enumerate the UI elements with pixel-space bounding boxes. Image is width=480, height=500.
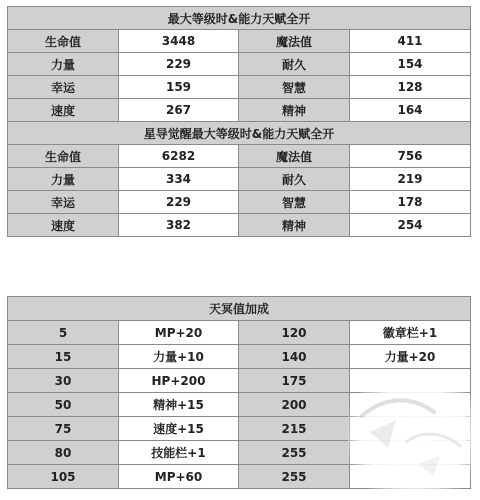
section-title-max-level: 最大等级时&能力天赋全开 (8, 7, 471, 30)
threshold-value: 120 (239, 321, 350, 345)
table-row (8, 393, 471, 417)
threshold-value: 200 (239, 393, 350, 417)
bonus-value: 技能栏+1 (119, 441, 239, 465)
stats-table-awakening (7, 6, 471, 237)
stat-value: 3448 (119, 30, 239, 53)
table-row (8, 465, 471, 489)
stat-label: 生命值 (8, 145, 119, 168)
bonus-value: 精神+15 (119, 393, 239, 417)
threshold-value: 175 (239, 369, 350, 393)
table-row (8, 214, 471, 237)
stats-table-tianming-bonus (7, 296, 471, 489)
stat-value: 382 (119, 214, 239, 237)
table-row (8, 76, 471, 99)
stat-value: 154 (350, 53, 471, 76)
table-row (8, 191, 471, 214)
threshold-value: 255 (239, 465, 350, 489)
threshold-value: 5 (8, 321, 119, 345)
stat-label: 魔法值 (239, 145, 350, 168)
stat-value: 411 (350, 30, 471, 53)
stat-value: 219 (350, 168, 471, 191)
stat-label: 速度 (8, 214, 119, 237)
stat-value: 756 (350, 145, 471, 168)
bonus-value: 徽章栏+1 (350, 321, 471, 345)
threshold-value: 80 (8, 441, 119, 465)
bonus-value: 力量+20 (350, 345, 471, 369)
bonus-value: 力量+10 (119, 345, 239, 369)
threshold-value: 255 (239, 441, 350, 465)
stat-value: 334 (119, 168, 239, 191)
threshold-value: 140 (239, 345, 350, 369)
table-row (8, 417, 471, 441)
bonus-value (350, 369, 471, 393)
stat-value: 178 (350, 191, 471, 214)
section-header-row (8, 7, 471, 30)
bonus-value (350, 393, 471, 417)
threshold-value: 75 (8, 417, 119, 441)
threshold-value: 215 (239, 417, 350, 441)
bonus-value (350, 417, 471, 441)
table-row (8, 369, 471, 393)
stat-value: 254 (350, 214, 471, 237)
stat-value: 229 (119, 53, 239, 76)
stat-value: 159 (119, 76, 239, 99)
table-row (8, 345, 471, 369)
stat-label: 力量 (8, 168, 119, 191)
section-title-tianming: 天冥值加成 (8, 297, 471, 321)
stat-label: 精神 (239, 214, 350, 237)
table-row (8, 99, 471, 122)
bonus-value: MP+20 (119, 321, 239, 345)
threshold-value: 50 (8, 393, 119, 417)
threshold-value: 105 (8, 465, 119, 489)
section-header-row (8, 122, 471, 145)
stat-label: 智慧 (239, 76, 350, 99)
table-row (8, 30, 471, 53)
stat-label: 精神 (239, 99, 350, 122)
stat-label: 耐久 (239, 53, 350, 76)
stat-label: 耐久 (239, 168, 350, 191)
bonus-value: MP+60 (119, 465, 239, 489)
bonus-value (350, 441, 471, 465)
threshold-value: 15 (8, 345, 119, 369)
stat-label: 速度 (8, 99, 119, 122)
stat-value: 267 (119, 99, 239, 122)
bonus-value (350, 465, 471, 489)
stat-label: 力量 (8, 53, 119, 76)
stat-value: 229 (119, 191, 239, 214)
bonus-value: HP+200 (119, 369, 239, 393)
table-row (8, 441, 471, 465)
table-row (8, 168, 471, 191)
stat-value: 164 (350, 99, 471, 122)
stat-label: 魔法值 (239, 30, 350, 53)
table-row (8, 53, 471, 76)
stat-label: 智慧 (239, 191, 350, 214)
stat-value: 128 (350, 76, 471, 99)
section-header-row (8, 297, 471, 321)
stat-label: 生命值 (8, 30, 119, 53)
threshold-value: 30 (8, 369, 119, 393)
stat-value: 6282 (119, 145, 239, 168)
section-title-star-awakening: 星导觉醒最大等级时&能力天赋全开 (8, 122, 471, 145)
table-row (8, 145, 471, 168)
stat-label: 幸运 (8, 76, 119, 99)
table-row (8, 321, 471, 345)
stat-label: 幸运 (8, 191, 119, 214)
bonus-value: 速度+15 (119, 417, 239, 441)
